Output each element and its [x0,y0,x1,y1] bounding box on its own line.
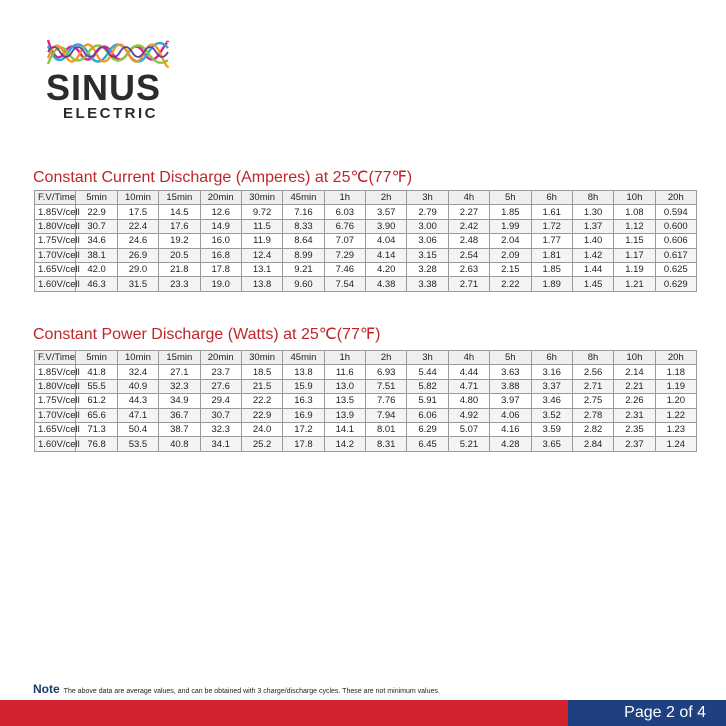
table-cell: 29.0 [117,262,158,276]
row-label: 1.60V/cell [35,437,76,451]
table-cell: 13.0 [324,379,365,393]
table-cell: 5.91 [407,394,448,408]
column-header: 20min [200,191,241,205]
table-cell: 13.9 [324,408,365,422]
table-cell: 4.14 [366,248,407,262]
table-cell: 22.2 [241,394,282,408]
table-cell: 1.23 [655,422,696,436]
table-cell: 2.48 [448,234,489,248]
power-discharge-title: Constant Power Discharge (Watts) at 25℃(77℉) [33,326,381,343]
column-header: 10min [117,191,158,205]
logo-name: SINUS [46,67,162,108]
table-cell: 36.7 [159,408,200,422]
table-cell: 3.52 [531,408,572,422]
table-cell: 4.04 [366,234,407,248]
table-cell: 3.15 [407,248,448,262]
table-cell: 5.21 [448,437,489,451]
table-cell: 1.61 [531,205,572,219]
table-cell: 2.75 [572,394,613,408]
table-cell: 2.22 [490,277,531,291]
column-header: 6h [531,351,572,365]
table-cell: 1.40 [572,234,613,248]
table-cell: 40.8 [159,437,200,451]
column-header: 8h [572,191,613,205]
column-header: 5min [76,351,117,365]
table-cell: 65.6 [76,408,117,422]
table-cell: 2.27 [448,205,489,219]
table-cell: 3.00 [407,219,448,233]
table-cell: 1.99 [490,219,531,233]
column-header: 10h [614,351,655,365]
table-cell: 1.81 [531,248,572,262]
table-cell: 31.5 [117,277,158,291]
row-label: 1.65V/cell [35,262,76,276]
table-cell: 4.06 [490,408,531,422]
table-cell: 2.14 [614,365,655,379]
table-row [35,394,697,408]
table-cell: 21.8 [159,262,200,276]
table-cell: 6.06 [407,408,448,422]
table-cell: 3.06 [407,234,448,248]
note-text: The above data are average values, and can be obtained with 3 charge/discharge cycles. These are not minimum values. [63,688,440,695]
table-cell: 61.2 [76,394,117,408]
table-cell: 20.5 [159,248,200,262]
table-cell: 1.44 [572,262,613,276]
table-cell: 2.71 [572,379,613,393]
table-cell: 0.606 [655,234,696,248]
table-cell: 27.1 [159,365,200,379]
table-row [35,219,697,233]
column-header: 30min [241,351,282,365]
table-cell: 1.17 [614,248,655,262]
table-cell: 2.09 [490,248,531,262]
table-cell: 32.3 [200,422,241,436]
wave-logo-icon [46,36,170,70]
table-cell: 2.31 [614,408,655,422]
table-cell: 55.5 [76,379,117,393]
row-label: 1.80V/cell [35,219,76,233]
column-header: 45min [283,351,324,365]
table-cell: 13.8 [283,365,324,379]
table-cell: 3.37 [531,379,572,393]
table-cell: 1.21 [614,277,655,291]
table-cell: 12.4 [241,248,282,262]
table-row [35,277,697,291]
table-cell: 1.42 [572,248,613,262]
row-label: 1.85V/cell [35,205,76,219]
table-cell: 8.33 [283,219,324,233]
table-cell: 17.2 [283,422,324,436]
table-cell: 1.77 [531,234,572,248]
row-label: 1.60V/cell [35,277,76,291]
table-row [35,234,697,248]
table-cell: 32.4 [117,365,158,379]
table-cell: 7.76 [366,394,407,408]
table-cell: 34.9 [159,394,200,408]
table-cell: 1.22 [655,408,696,422]
table-cell: 3.57 [366,205,407,219]
column-header: F.V/Time [35,191,76,205]
table-cell: 1.18 [655,365,696,379]
table-cell: 2.56 [572,365,613,379]
table-cell: 3.38 [407,277,448,291]
column-header: 1h [324,191,365,205]
table-cell: 2.54 [448,248,489,262]
table-cell: 4.28 [490,437,531,451]
table-cell: 6.93 [366,365,407,379]
current-discharge-table [34,190,697,292]
row-label: 1.65V/cell [35,422,76,436]
table-cell: 1.24 [655,437,696,451]
table-cell: 11.9 [241,234,282,248]
table-row [35,248,697,262]
current-discharge-title: Constant Current Discharge (Amperes) at 25℃(77℉) [33,169,413,186]
row-label: 1.75V/cell [35,394,76,408]
table-cell: 4.38 [366,277,407,291]
column-header: 2h [366,351,407,365]
column-header: 20h [655,191,696,205]
table-cell: 6.45 [407,437,448,451]
column-header: 2h [366,191,407,205]
table-cell: 13.1 [241,262,282,276]
table-cell: 7.51 [366,379,407,393]
table-cell: 1.20 [655,394,696,408]
table-header-row [35,351,697,365]
column-header: 20min [200,351,241,365]
table-cell: 4.80 [448,394,489,408]
table-cell: 17.8 [200,262,241,276]
table-cell: 3.63 [490,365,531,379]
table-cell: 42.0 [76,262,117,276]
sinus-electric-logo [46,36,170,122]
table-cell: 41.8 [76,365,117,379]
note-label: Note [33,682,60,696]
table-cell: 2.42 [448,219,489,233]
column-header: 30min [241,191,282,205]
table-cell: 2.82 [572,422,613,436]
column-header: 4h [448,191,489,205]
table-cell: 14.1 [324,422,365,436]
table-cell: 40.9 [117,379,158,393]
table-cell: 1.45 [572,277,613,291]
table-cell: 24.0 [241,422,282,436]
table-cell: 16.0 [200,234,241,248]
table-cell: 76.8 [76,437,117,451]
table-cell: 34.6 [76,234,117,248]
table-cell: 1.08 [614,205,655,219]
table-cell: 11.6 [324,365,365,379]
table-header-row [35,191,697,205]
table-cell: 71.3 [76,422,117,436]
table-cell: 3.59 [531,422,572,436]
table-cell: 47.1 [117,408,158,422]
row-label: 1.70V/cell [35,248,76,262]
table-cell: 17.5 [117,205,158,219]
table-row [35,422,697,436]
table-cell: 1.15 [614,234,655,248]
table-cell: 4.71 [448,379,489,393]
table-cell: 29.4 [200,394,241,408]
table-row [35,437,697,451]
table-row [35,205,697,219]
table-cell: 8.99 [283,248,324,262]
table-cell: 30.7 [76,219,117,233]
table-cell: 3.90 [366,219,407,233]
table-cell: 14.9 [200,219,241,233]
row-label: 1.70V/cell [35,408,76,422]
table-cell: 7.29 [324,248,365,262]
table-cell: 8.64 [283,234,324,248]
table-cell: 1.37 [572,219,613,233]
table-cell: 5.82 [407,379,448,393]
table-cell: 2.04 [490,234,531,248]
table-cell: 0.617 [655,248,696,262]
table-cell: 2.15 [490,262,531,276]
footer-red-bar [0,700,568,726]
row-label: 1.80V/cell [35,379,76,393]
column-header: 5h [490,351,531,365]
table-cell: 7.16 [283,205,324,219]
table-cell: 0.625 [655,262,696,276]
column-header: 20h [655,351,696,365]
table-cell: 2.78 [572,408,613,422]
table-cell: 3.46 [531,394,572,408]
table-cell: 17.6 [159,219,200,233]
table-cell: 19.0 [200,277,241,291]
table-cell: 6.76 [324,219,365,233]
table-cell: 6.03 [324,205,365,219]
table-cell: 0.594 [655,205,696,219]
table-cell: 5.44 [407,365,448,379]
table-cell: 34.1 [200,437,241,451]
table-cell: 53.5 [117,437,158,451]
table-cell: 2.71 [448,277,489,291]
table-cell: 14.5 [159,205,200,219]
column-header: 15min [159,351,200,365]
table-cell: 0.629 [655,277,696,291]
table-cell: 22.9 [76,205,117,219]
table-cell: 4.16 [490,422,531,436]
table-cell: 12.6 [200,205,241,219]
table-cell: 22.9 [241,408,282,422]
table-cell: 11.5 [241,219,282,233]
column-header: 8h [572,351,613,365]
column-header: 10min [117,351,158,365]
table-cell: 23.7 [200,365,241,379]
table-cell: 13.5 [324,394,365,408]
table-cell: 32.3 [159,379,200,393]
table-cell: 1.85 [490,205,531,219]
table-cell: 14.2 [324,437,365,451]
table-row [35,408,697,422]
table-cell: 4.44 [448,365,489,379]
row-label: 1.75V/cell [35,234,76,248]
table-cell: 15.9 [283,379,324,393]
column-header: 6h [531,191,572,205]
table-cell: 22.4 [117,219,158,233]
table-cell: 26.9 [117,248,158,262]
column-header: 4h [448,351,489,365]
table-cell: 1.85 [531,262,572,276]
table-cell: 8.01 [366,422,407,436]
table-cell: 3.16 [531,365,572,379]
table-cell: 3.65 [531,437,572,451]
row-label: 1.85V/cell [35,365,76,379]
table-cell: 16.3 [283,394,324,408]
table-cell: 0.600 [655,219,696,233]
table-cell: 7.94 [366,408,407,422]
table-cell: 2.63 [448,262,489,276]
table-cell: 1.30 [572,205,613,219]
table-cell: 3.97 [490,394,531,408]
table-cell: 27.6 [200,379,241,393]
column-header: F.V/Time [35,351,76,365]
table-cell: 9.60 [283,277,324,291]
table-cell: 5.07 [448,422,489,436]
table-cell: 1.72 [531,219,572,233]
table-cell: 7.07 [324,234,365,248]
column-header: 1h [324,351,365,365]
table-row [35,379,697,393]
table-cell: 38.7 [159,422,200,436]
table-cell: 6.29 [407,422,448,436]
table-cell: 19.2 [159,234,200,248]
table-cell: 7.54 [324,277,365,291]
table-cell: 50.4 [117,422,158,436]
table-cell: 2.26 [614,394,655,408]
table-cell: 2.37 [614,437,655,451]
table-cell: 2.35 [614,422,655,436]
table-cell: 3.88 [490,379,531,393]
table-cell: 1.12 [614,219,655,233]
column-header: 3h [407,351,448,365]
table-cell: 4.20 [366,262,407,276]
column-header: 45min [283,191,324,205]
table-row [35,365,697,379]
column-header: 10h [614,191,655,205]
table-cell: 9.72 [241,205,282,219]
column-header: 5min [76,191,117,205]
table-cell: 23.3 [159,277,200,291]
table-cell: 38.1 [76,248,117,262]
table-cell: 7.46 [324,262,365,276]
table-cell: 2.21 [614,379,655,393]
table-cell: 2.79 [407,205,448,219]
power-discharge-table [34,350,697,452]
table-row [35,262,697,276]
table-cell: 21.5 [241,379,282,393]
table-cell: 13.8 [241,277,282,291]
table-cell: 1.89 [531,277,572,291]
table-cell: 2.84 [572,437,613,451]
table-cell: 16.9 [283,408,324,422]
table-cell: 25.2 [241,437,282,451]
note [33,682,440,696]
column-header: 15min [159,191,200,205]
logo-subtitle: ELECTRIC [63,105,158,122]
table-cell: 3.28 [407,262,448,276]
table-cell: 17.8 [283,437,324,451]
column-header: 5h [490,191,531,205]
column-header: 3h [407,191,448,205]
table-cell: 4.92 [448,408,489,422]
page-indicator: Page 2 of 4 [568,700,726,726]
table-cell: 24.6 [117,234,158,248]
table-cell: 1.19 [614,262,655,276]
table-cell: 44.3 [117,394,158,408]
table-cell: 30.7 [200,408,241,422]
table-cell: 1.19 [655,379,696,393]
table-cell: 9.21 [283,262,324,276]
table-cell: 8.31 [366,437,407,451]
table-cell: 16.8 [200,248,241,262]
table-cell: 46.3 [76,277,117,291]
table-cell: 18.5 [241,365,282,379]
